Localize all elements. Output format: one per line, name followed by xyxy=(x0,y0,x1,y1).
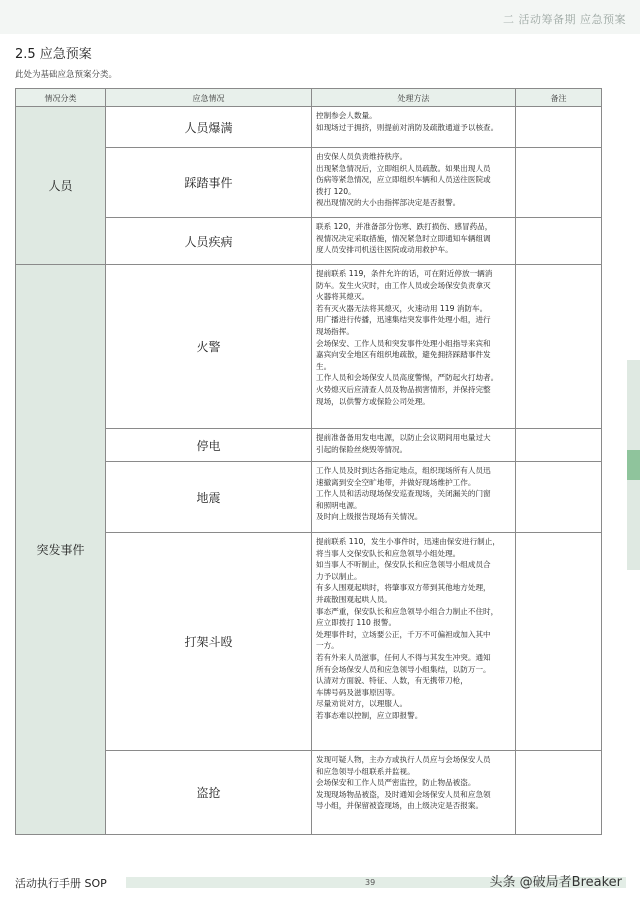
situation-cell: 打架斗殴 xyxy=(106,533,312,751)
method-line: 视出现情况的大小由指挥部决定是否报警。 xyxy=(316,198,461,208)
method-line: 将当事人交保安队长和应急领导小组处理。 xyxy=(316,548,461,558)
header-category: 情况分类 xyxy=(16,89,106,107)
method-line: 火器将其熄灭。 xyxy=(316,292,370,302)
method-line: 工作人员和活动现场保安巡查现场，关闭漏关的门窗 xyxy=(316,489,491,499)
method-line: 如现场过于拥挤，则提前对消防及疏散通道予以核查。 xyxy=(316,122,499,132)
method-line: 一方。 xyxy=(316,641,339,651)
method-line: 并疏散围观起哄人员。 xyxy=(316,594,392,604)
method-cell xyxy=(312,218,516,265)
note-cell xyxy=(516,265,602,429)
method-line: 现场，以供警方或保险公司处理。 xyxy=(316,396,430,406)
method-line: 联系 120，并准备部分伤寒、跌打损伤、感冒药品， xyxy=(316,222,493,231)
page-number: 39 xyxy=(365,878,376,887)
method-line: 火势熄灭后应清查人员及物品损害情形，并保持完整 xyxy=(316,384,491,394)
method-line: 提前准备备用发电电源，以防止会议期间用电量过大 xyxy=(316,433,491,442)
note-cell xyxy=(516,462,602,533)
method-cell xyxy=(312,429,516,462)
method-line: 应立即拨打 110 报警。 xyxy=(316,618,397,628)
method-line: 若事态难以控制，应立即报警。 xyxy=(316,710,423,720)
method-line: 尽量劝说对方，以理服人。 xyxy=(316,699,408,709)
method-line: 所有会场保安人员和应急领导小组集结，以防万一。 xyxy=(316,664,491,674)
method-line: 视情况决定采取措施，情况紧急时立即通知车辆组调 xyxy=(316,233,491,243)
side-tab-decoration xyxy=(627,480,640,570)
section-description: 此处为基础应急预案分类。 xyxy=(15,70,118,80)
method-cell xyxy=(312,533,516,751)
method-line: 速撤离到安全空旷地带，并做好现场维护工作。 xyxy=(316,477,476,487)
method-line: 若有灭火器无法将其熄灭，火速动用 119 消防车。 xyxy=(316,303,488,313)
method-line: 事态严重，保安队长和应急领导小组合力制止不住时， xyxy=(316,606,499,616)
method-line: 和应急领导小组联系并监视。 xyxy=(316,766,415,776)
method-line: 处理事件时，立场要公正，千万不可偏袒或加入其中 xyxy=(316,629,491,639)
footer-title: 活动执行手册 SOP xyxy=(15,877,107,890)
table-row xyxy=(16,107,602,148)
situation-cell: 火警 xyxy=(106,265,312,429)
side-tab-active-marker xyxy=(627,450,640,480)
method-cell xyxy=(312,107,516,148)
method-line: 提前联系 110，发生小事件时，迅速由保安进行制止， xyxy=(316,537,500,546)
method-line: 导小组，并保留被盗现场，由上级决定是否报案。 xyxy=(316,801,484,811)
situation-cell: 停电 xyxy=(106,429,312,462)
category-cell-personnel: 人员 xyxy=(16,107,106,265)
method-line: 工作人员和会场保安人员高度警惕，严防起火打劫者。 xyxy=(316,373,499,383)
method-line: 伤病等紧急情况，应立即组织车辆和人员送往医院或 xyxy=(316,175,491,185)
method-line: 工作人员及时到达各指定地点，组织现场所有人员迅 xyxy=(316,466,491,475)
method-line: 度人员安排司机送往医院或动用救护车。 xyxy=(316,245,453,255)
header-method: 处理方法 xyxy=(312,89,516,107)
method-line: 认清对方面貌、特征、人数，有无携带刀枪， xyxy=(316,676,468,686)
section-title: 2.5 应急预案 xyxy=(15,47,92,62)
method-line: 发现可疑人物，主办方或执行人员应与会场保安人员 xyxy=(316,755,491,764)
situation-cell: 盗抢 xyxy=(106,751,312,835)
method-line: 现场指挥。 xyxy=(316,326,354,336)
method-line: 会场保安和工作人员严密监控，防止物品被盗。 xyxy=(316,778,476,788)
method-line: 及时向上级报告现场有关情况。 xyxy=(316,512,423,522)
method-cell xyxy=(312,265,516,429)
method-line: 由安保人员负责维持秩序。 xyxy=(316,152,408,161)
method-line: 防车。发生火灾时，由工作人员或会场保安负责拿灭 xyxy=(316,280,491,290)
method-line: 车牌号码及滋事原因等。 xyxy=(316,687,400,697)
table-row xyxy=(16,265,602,429)
method-cell xyxy=(312,148,516,218)
method-line: 若有外来人员滋事，任何人不得与其发生冲突。通知 xyxy=(316,652,491,662)
header-situation: 应急情况 xyxy=(106,89,312,107)
note-cell xyxy=(516,429,602,462)
situation-cell: 人员疾病 xyxy=(106,218,312,265)
method-cell xyxy=(312,462,516,533)
note-cell xyxy=(516,148,602,218)
method-line: 如当事人不听制止，保安队长和应急领导小组成员合 xyxy=(316,560,491,570)
method-line: 会场保安、工作人员和突发事件处理小组指导来宾和 xyxy=(316,338,491,348)
header-note: 备注 xyxy=(516,89,602,107)
chapter-title: 二 活动筹备期 应急预案 xyxy=(503,13,626,26)
table-header-row xyxy=(16,89,602,107)
method-line: 出现紧急情况后，立即组织人员疏散。如果出现人员 xyxy=(316,163,491,173)
situation-cell: 踩踏事件 xyxy=(106,148,312,218)
category-cell-emergency: 突发事件 xyxy=(16,265,106,835)
situation-cell: 人员爆满 xyxy=(106,107,312,148)
method-cell xyxy=(312,751,516,835)
method-line: 生。 xyxy=(316,361,332,371)
method-line: 拨打 120。 xyxy=(316,186,356,196)
table-body xyxy=(16,107,602,835)
method-line: 力予以制止。 xyxy=(316,571,362,581)
watermark-text: 头条 @破局者Breaker xyxy=(489,875,622,890)
emergency-plan-table xyxy=(15,88,602,835)
method-line: 发现现场物品被盗，及时通知会场保安人员和应急领 xyxy=(316,789,491,799)
method-line: 提前联系 119，条件允许的话，可在附近停放一辆消 xyxy=(316,269,493,278)
method-line: 控制参会人数量。 xyxy=(316,111,377,120)
side-tab-decoration xyxy=(627,360,640,450)
note-cell xyxy=(516,533,602,751)
method-line: 有多人围观起哄时，将肇事双方带到其他地方处理， xyxy=(316,583,491,593)
situation-cell: 地震 xyxy=(106,462,312,533)
method-line: 引起的保险丝烧毁等情况。 xyxy=(316,444,408,454)
note-cell xyxy=(516,107,602,148)
note-cell xyxy=(516,218,602,265)
header-band xyxy=(0,0,640,34)
method-line: 和照明电源。 xyxy=(316,500,362,510)
method-line: 用广播进行传播，迅速集结突发事件处理小组，进行 xyxy=(316,315,491,325)
method-line: 嘉宾向安全地区有组织地疏散，避免拥挤踩踏事件发 xyxy=(316,350,491,360)
note-cell xyxy=(516,751,602,835)
